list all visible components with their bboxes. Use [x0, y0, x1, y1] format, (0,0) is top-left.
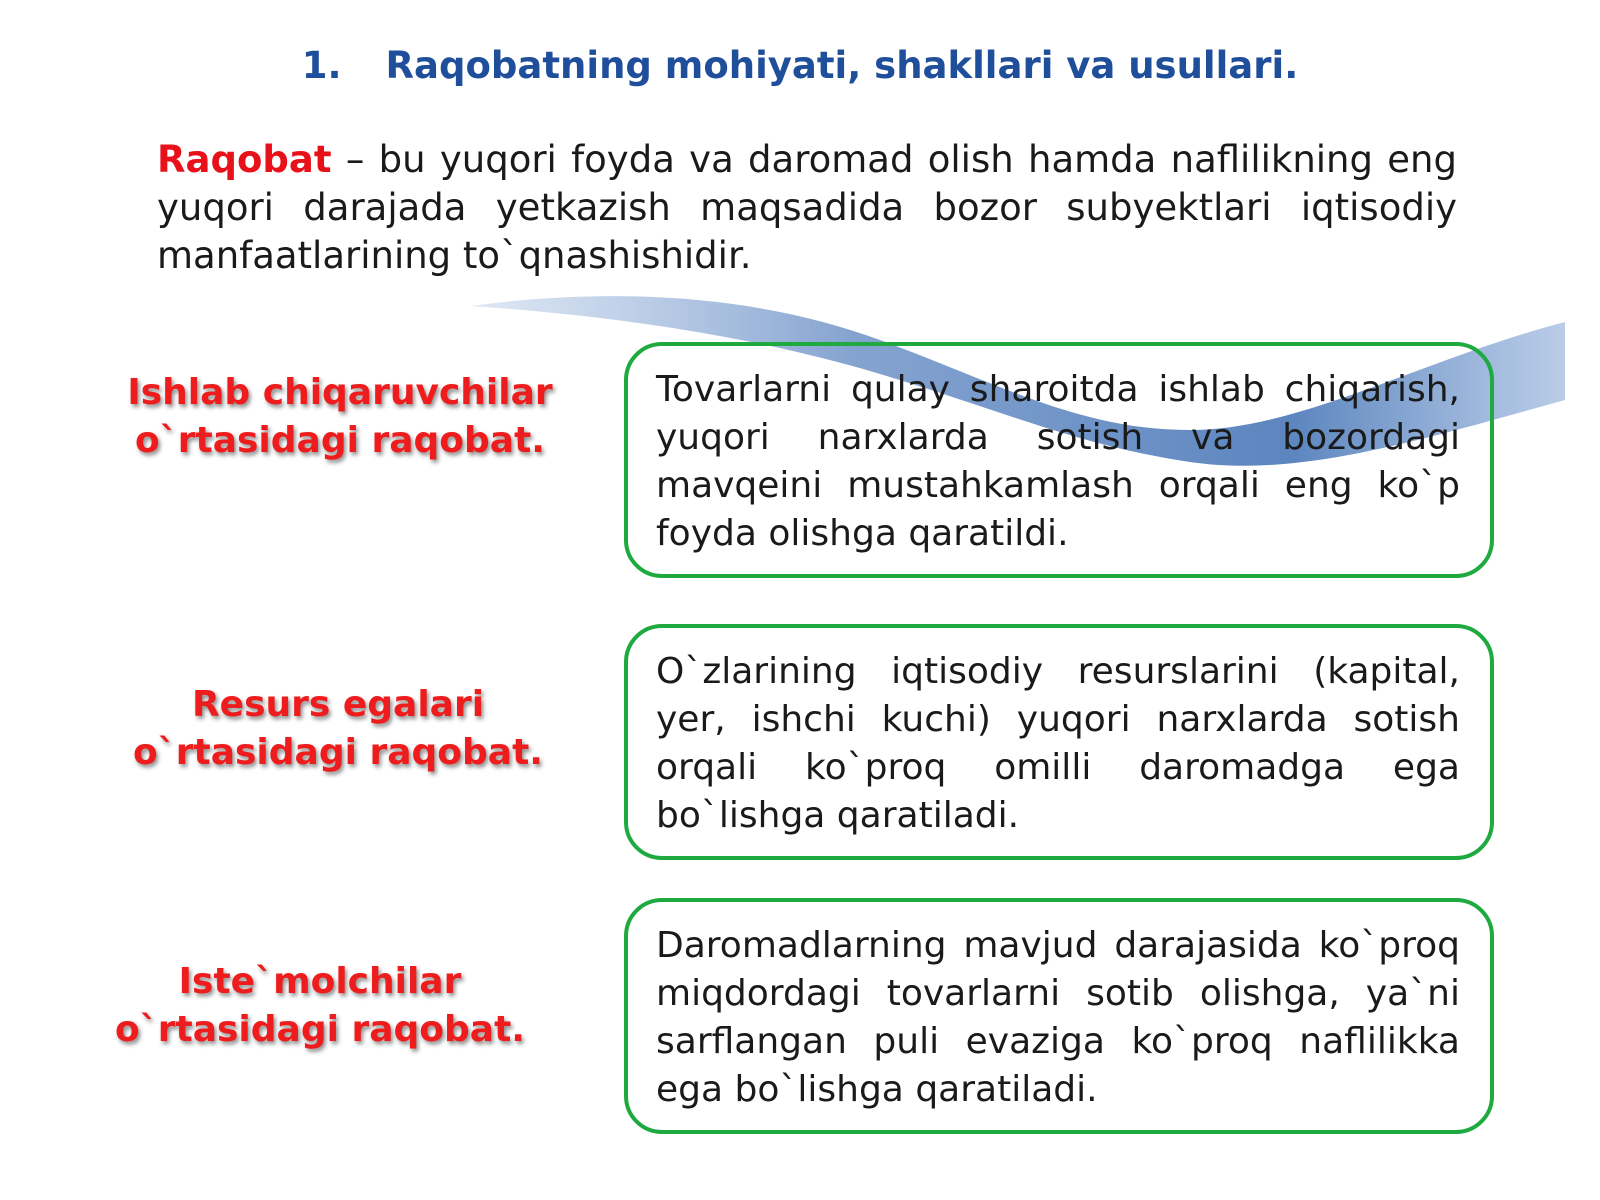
description-text-producers: Tovarlarni qulay sharoitda ishlab chiqarish, yuqori narxlarda sotish va bozordagi mavqeini mustahkamlash orqali eng ko`p foyda olishga qaratildi. [656, 369, 1460, 554]
definition-term: Raqobat [157, 138, 332, 181]
title-text: Raqobatning mohiyati, shakllari va usullari. [385, 44, 1299, 87]
slide-title [0, 44, 1600, 87]
definition-body: – bu yuqori foyda va daromad olish hamda naflilikning eng yuqori darajada yetkazish maqsadida bozor subyektlari iqtisodiy manfaatlarining to`qnashishidir. [157, 138, 1457, 277]
category-label-producers: Ishlab chiqaruvchilar o`rtasidagi raqobat. [127, 372, 553, 461]
category-label-consumers: Iste`molchilar o`rtasidagi raqobat. [115, 961, 525, 1050]
description-box-producers [624, 342, 1494, 578]
definition-paragraph [157, 136, 1457, 280]
title-number: 1. [301, 44, 342, 87]
description-text-consumers: Daromadlarning mavjud darajasida ko`proq miqdordagi tovarlarni sotib olishga, ya`ni sarflangan puli evaziga ko`proq naflilikka ega bo`lishga qaratiladi. [656, 925, 1460, 1110]
category-label-resource-owners: Resurs egalari o`rtasidagi raqobat. [133, 684, 543, 773]
description-box-consumers [624, 898, 1494, 1134]
description-text-resource-owners: O`zlarining iqtisodiy resurslarini (kapital, yer, ishchi kuchi) yuqori narxlarda sotish orqali ko`proq omilli daromadga ega bo`lishga qaratiladi. [656, 651, 1460, 836]
description-box-resource-owners [624, 624, 1494, 860]
